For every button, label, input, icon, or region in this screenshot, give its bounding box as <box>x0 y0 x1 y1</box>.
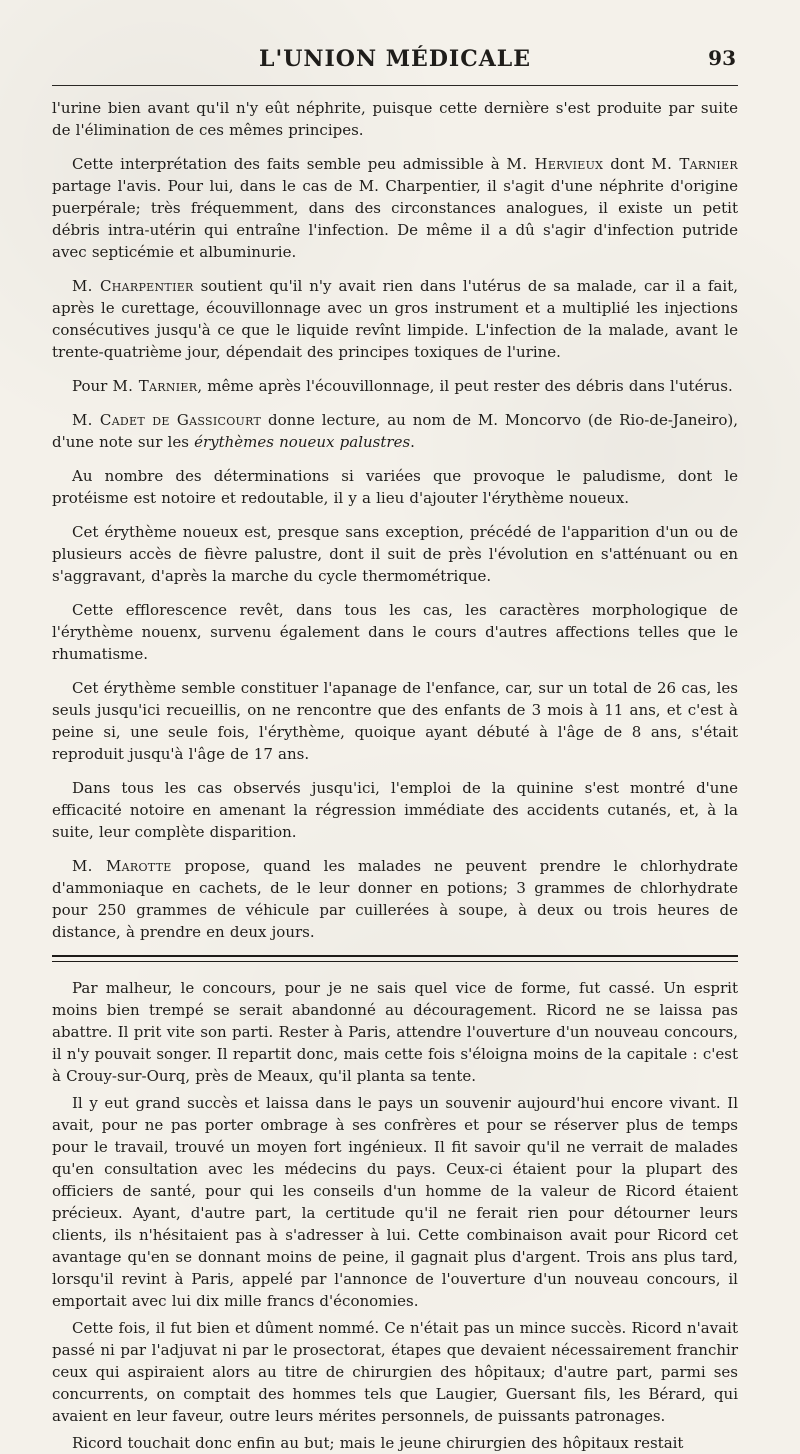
paragraph-text: Par malheur, le concours, pour je ne sais quel vice de forme, fut cassé. Un esprit moins bien trempé se serait abandonné au découragement. Ricord ne se laissa pas abattre. Il prit vite son parti. Rester à Paris, attendre l'ouverture d'un nouveau concours, il n'y pouvait songer. Il repartit donc, mais cette fois s'éloigna moins de la capitale : c'est à Crouy-sur-Ourq, près de Meaux, qu'il planta sa tente. <box>52 979 738 1085</box>
paragraph-text: Au nombre des déterminations si variées que provoque le paludisme, dont le protéisme est notoire et redoutable, il y a lieu d'ajouter l'érythème noueux. <box>52 467 738 507</box>
paragraph-text: Cet érythème semble constituer l'apanage de l'enfance, car, sur un total de 26 cas, les seuls jusqu'ici recueillis, on ne rencontre que des enfants de 3 mois à 11 ans, et c'est à peine si, une seule fois, l'érythème, quoique ayant débuté à l'âge de 8 ans, s'était reproduit jusqu'à l'âge de 17 ans. <box>52 679 738 763</box>
paragraph-urine <box>52 97 738 141</box>
paragraph-text: Cet érythème noueux est, presque sans exception, précédé de l'apparition d'un ou de plusieurs accès de fièvre palustre, dont il suit de près l'évolution en s'atténuant ou en s'aggravant, d'après la marche du cycle thermométrique. <box>52 523 738 585</box>
paragraph-tarnier <box>52 375 738 397</box>
separator-thick-line <box>52 955 738 957</box>
section-separator <box>52 955 738 962</box>
paragraph-text: l'urine bien avant qu'il n'y eût néphrite, puisque cette dernière s'est produite par suite de l'élimination de ces mêmes principes. <box>52 99 738 139</box>
paragraph-charpentier <box>52 275 738 363</box>
paragraph-text: Ricord touchait donc enfin au but; mais le jeune chirurgien des hôpitaux restait <box>72 1434 684 1452</box>
paragraph-concours <box>52 977 738 1087</box>
paragraph-text-before: Cette interprétation des faits semble peu admissible à <box>72 155 507 173</box>
paragraph-text-after: , même après l'écouvillonnage, il peut rester des débris dans l'utérus. <box>197 377 733 395</box>
paragraph-paludisme <box>52 465 738 509</box>
paragraph-text: Cette fois, il fut bien et dûment nommé. Ce n'était pas un mince succès. Ricord n'avait passé ni par l'adjuvat ni par le prosectorat, étapes que devaient nécessairement franchir ceux qui aspiraient alors au titre de chirurgien des hôpitaux; d'autre part, parmi ses concurrents, on comptait des hommes tels que Laugier, Guersant fils, les Bérard, qui avaient en leur faveur, outre leurs mérites personnels, de puissants patronages. <box>52 1319 738 1425</box>
paragraph-hervieux <box>52 153 738 263</box>
paragraph-text: propose, quand les malades ne peuvent prendre le chlorhydrate d'ammoniaque en cachets, de le leur donner en potions; 3 grammes de chlorhydrate pour 250 grammes de véhicule par cuillerées à soupe, à deux ou trois heures de distance, à prendre en deux jours. <box>52 857 738 941</box>
paragraph-erytheme-fievre <box>52 521 738 587</box>
paragraph-text: soutient qu'il n'y avait rien dans l'utérus de sa malade, car il a fait, après le curettage, écouvillonnage avec un gros instrument et a multiplié les injections consécutives jusqu'à ce que le liquide revînt limpide. L'infection de la malade, avant le trente-quatrième jour, dépendait des principes toxiques de l'urine. <box>52 277 738 361</box>
speaker-name: M. Cadet de Gassicourt <box>72 411 262 429</box>
paragraph-enfance <box>52 677 738 765</box>
upper-section <box>52 97 738 943</box>
page-number: 93 <box>708 46 736 70</box>
paragraph-marotte <box>52 855 738 943</box>
journal-title: L'UNION MÉDICALE <box>258 46 532 72</box>
paragraph-text: Dans tous les cas observés jusqu'ici, l'emploi de la quinine s'est montré d'une efficacité notoire en amenant la régression immédiate des accidents cutanés, et, à la suite, leur complète disparition. <box>52 779 738 841</box>
lower-section <box>52 977 738 1454</box>
paragraph-text-middle: dont <box>603 155 652 173</box>
paragraph-nomination <box>52 1317 738 1427</box>
paragraph-text-after: . <box>410 433 415 451</box>
speaker-name: M. Marotte <box>72 857 172 875</box>
speaker-name: M. Charpentier <box>72 277 194 295</box>
paragraph-efflorescence <box>52 599 738 665</box>
separator-thin-line <box>52 961 738 962</box>
speaker-name: M. Tarnier <box>112 377 198 395</box>
paragraph-text-before: Pour <box>72 377 113 395</box>
header-rule <box>52 85 738 86</box>
speaker-name: M. Tarnier <box>651 155 738 173</box>
paragraph-quinine <box>52 777 738 843</box>
speaker-name: M. Hervieux <box>506 155 604 173</box>
paragraph-succes <box>52 1092 738 1312</box>
paragraph-ricord-but <box>52 1432 738 1454</box>
paragraph-text-before: donne lecture, au nom de M. Moncorvo (de Rio-de-Janeiro), d'une note sur les <box>52 411 739 451</box>
paragraph-cadet-de-gassicourt <box>52 409 738 453</box>
italic-topic: érythèmes noueux palustres <box>194 433 411 451</box>
paragraph-text: Cette efflorescence revêt, dans tous les cas, les caractères morphologique de l'érythème nouenx, survenu également dans le cours d'autres affections telles que le rhumatisme. <box>52 601 738 663</box>
running-header <box>52 46 738 77</box>
paragraph-text: Il y eut grand succès et laissa dans le pays un souvenir aujourd'hui encore vivant. Il avait, pour ne pas porter ombrage à ses confrères et pour se réserver plus de temps pour le travail, trouvé un moyen fort ingénieux. Il fit savoir qu'il ne verrait de malades qu'en consultation avec les médecins du pays. Ceux-ci étaient pour la plupart des officiers de santé, pour qui les conseils d'un homme de la valeur de Ricord étaient précieux. Ayant, d'autre part, la certitude qu'il ne ferait rien pour détourner leurs clients, ils n'hésitaient pas à s'adresser à lui. Cette combinaison avait pour Ricord cet avantage qu'en se donnant moins de peine, il gagnait plus d'argent. Trois ans plus tard, lorsqu'il revint à Paris, appelé par l'annonce de l'ouverture d'un nouveau concours, il emportait avec lui dix mille francs d'économies. <box>52 1094 738 1310</box>
paragraph-text-after: partage l'avis. Pour lui, dans le cas de M. Charpentier, il s'agit d'une néphrite d'origine puerpérale; très fréquemment, dans des circonstances analogues, il existe un petit débris intra-utérin qui entraîne l'infection. De même il a dû s'agir d'infection putride avec septicémie et albuminurie. <box>52 177 738 261</box>
